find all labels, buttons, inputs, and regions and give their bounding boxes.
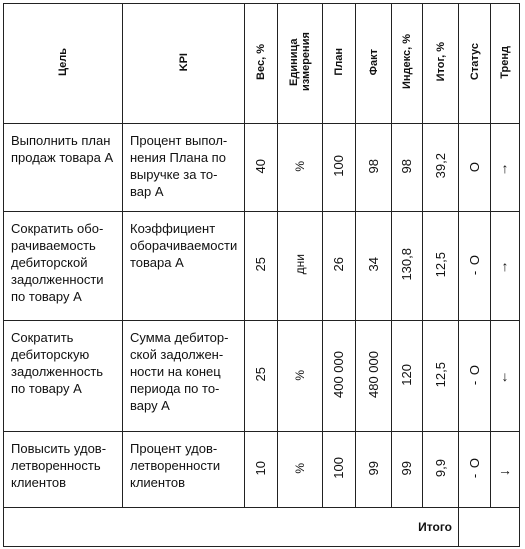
header-index: Индекс, % [392, 4, 423, 124]
trend-cell [491, 321, 520, 432]
trend-cell [491, 124, 520, 212]
result-cell: 9,9 [423, 432, 459, 508]
goal-cell: Сократить обо-рачиваемость дебиторской задолженности по товару А [4, 212, 123, 321]
result-cell: 12,5 [423, 212, 459, 321]
goal-cell: Выполнить план продаж товара А [4, 124, 123, 212]
kpi-cell: Процент выпол-нения Плана по выручке за то-вар А [123, 124, 245, 212]
goal-cell: Сократить дебиторскую задолженность по товару А [4, 321, 123, 432]
plan-cell: 100 [323, 124, 356, 212]
table-row [4, 212, 520, 321]
weight-cell: 25 [245, 212, 278, 321]
total-value-cell [459, 508, 520, 547]
table-row [4, 432, 520, 508]
goal-cell: Повысить удов-летворенность клиентов [4, 432, 123, 508]
fact-cell: 34 [356, 212, 392, 321]
header-status: Статус [459, 4, 491, 124]
header-trend: Тренд [491, 4, 520, 124]
unit-cell: % [278, 432, 323, 508]
trend-up-icon: ↑ [501, 159, 509, 176]
kpi-cell: Процент удов-летворенности клиентов [123, 432, 245, 508]
trend-cell [491, 212, 520, 321]
status-cell: - О [459, 432, 491, 508]
unit-cell: дни [278, 212, 323, 321]
index-cell: 99 [392, 432, 423, 508]
unit-cell: % [278, 124, 323, 212]
header-fact: Факт [356, 4, 392, 124]
trend-cell [491, 432, 520, 508]
header-kpi: KPI [123, 4, 245, 124]
index-cell: 130,8 [392, 212, 423, 321]
status-cell: - О [459, 212, 491, 321]
fact-cell: 480 000 [356, 321, 392, 432]
kpi-cell: Сумма дебитор-ской задолжен-ности на конец периода по то-вару А [123, 321, 245, 432]
table-row [4, 124, 520, 212]
header-unit: Единица измерения [278, 4, 323, 124]
header-result: Итог, % [423, 4, 459, 124]
header-row [4, 4, 520, 124]
plan-cell: 400 000 [323, 321, 356, 432]
weight-cell: 40 [245, 124, 278, 212]
index-cell: 98 [392, 124, 423, 212]
unit-cell: % [278, 321, 323, 432]
trend-up-icon: ↑ [501, 258, 509, 274]
weight-cell: 25 [245, 321, 278, 432]
plan-cell: 26 [323, 212, 356, 321]
plan-cell: 100 [323, 432, 356, 508]
table-row [4, 321, 520, 432]
index-cell: 120 [392, 321, 423, 432]
kpi-table [3, 3, 520, 547]
result-cell: 39,2 [423, 124, 459, 212]
fact-cell: 98 [356, 124, 392, 212]
status-cell: О [459, 124, 491, 212]
trend-down-icon: ↓ [501, 368, 509, 384]
result-cell: 12,5 [423, 321, 459, 432]
header-goal: Цель [4, 4, 123, 124]
total-label: Итого [4, 508, 459, 547]
fact-cell: 99 [356, 432, 392, 508]
total-row [4, 508, 520, 547]
header-plan: План [323, 4, 356, 124]
status-cell: - О [459, 321, 491, 432]
header-weight: Вес, % [245, 4, 278, 124]
trend-right-icon: → [498, 461, 512, 478]
weight-cell: 10 [245, 432, 278, 508]
kpi-cell: Коэффициент оборачиваемости товара А [123, 212, 245, 321]
